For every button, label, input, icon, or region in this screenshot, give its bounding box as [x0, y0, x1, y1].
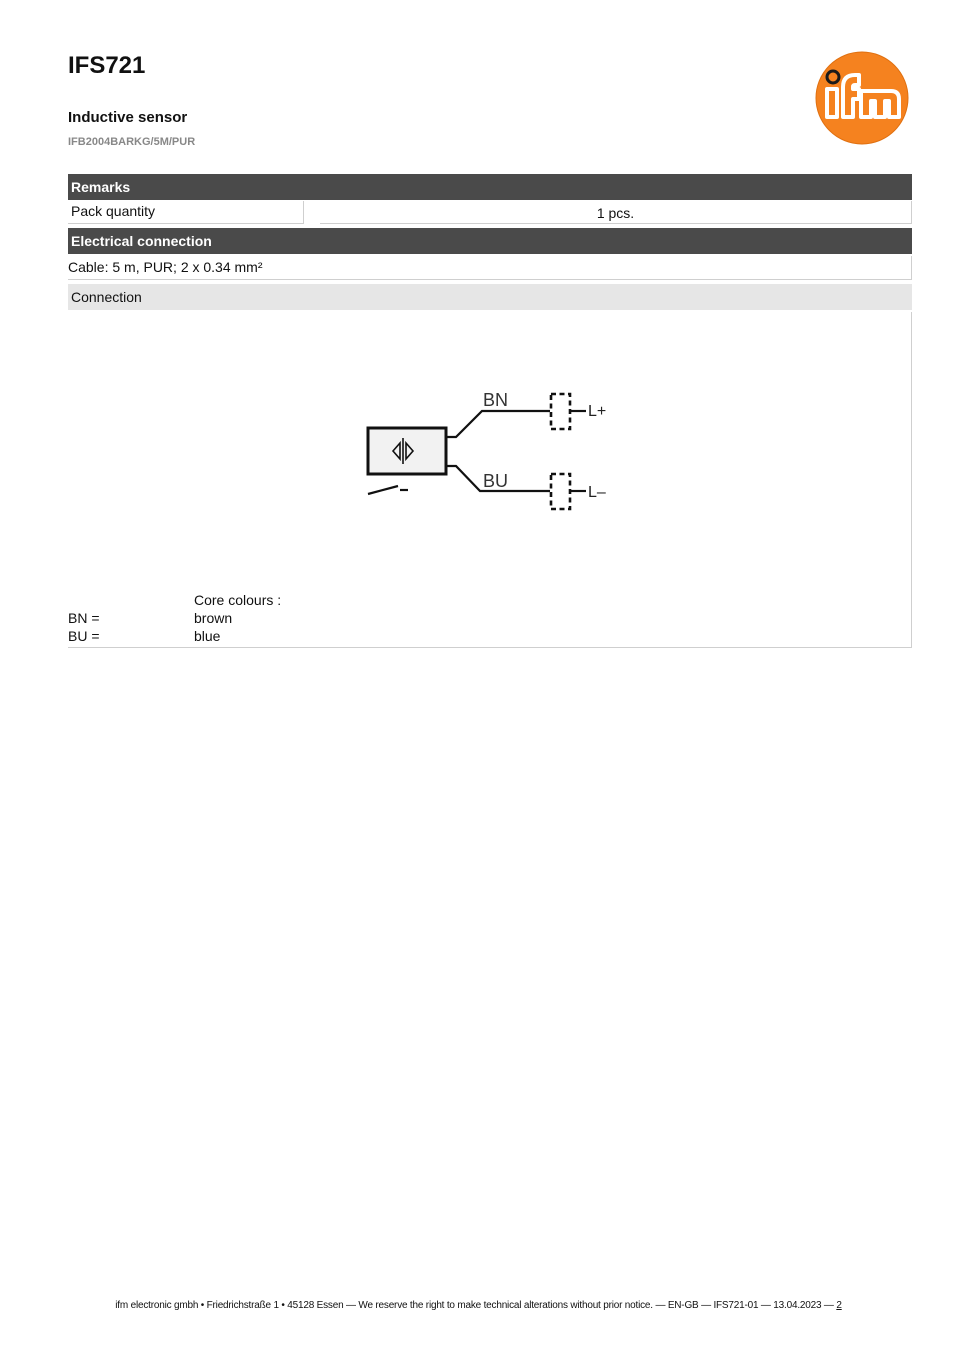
- terminal-top: [551, 394, 570, 429]
- core-colour-bu: blue: [194, 628, 221, 644]
- core-code-bu: BU =: [68, 628, 100, 644]
- remarks-heading: Remarks: [68, 174, 912, 200]
- terminal-label-top: L+: [588, 403, 607, 420]
- part-number: IFB2004BARKG/5M/PUR: [68, 136, 196, 148]
- wire-bn: [446, 411, 550, 437]
- core-code-bn: BN =: [68, 610, 100, 626]
- wire-label-bn: BN: [483, 390, 509, 410]
- electrical-connection-heading: Electrical connection: [68, 228, 912, 254]
- core-colour-bn: brown: [194, 610, 233, 626]
- terminal-bottom: [551, 474, 570, 509]
- wiring-diagram: [360, 382, 620, 520]
- product-subtitle: Inductive sensor: [68, 109, 188, 126]
- terminal-label-bottom: L–: [588, 484, 606, 501]
- page-footer: [0, 1300, 957, 1311]
- footer-text: ifm electronic gmbh • Friedrichstraße 1 • 45128 Essen — We reserve the right to make technical alterations without prior notice. — EN-GB — IFS721-01 — 13.04.2023 —: [115, 1300, 834, 1311]
- switch-symbol-icon: [368, 486, 398, 494]
- pack-quantity-value: 1 pcs.: [320, 201, 912, 224]
- page-title: IFS721: [68, 52, 146, 79]
- cable-spec: Cable: 5 m, PUR; 2 x 0.34 mm²: [68, 256, 912, 280]
- sensor-body: [368, 428, 446, 474]
- footer-page-number: 2: [836, 1300, 842, 1311]
- ifm-logo: [815, 51, 909, 145]
- wire-label-bu: BU: [483, 471, 509, 491]
- connection-label: Connection: [68, 284, 912, 310]
- core-colours-heading: Core colours :: [194, 592, 282, 608]
- pack-quantity-label: Pack quantity: [68, 201, 304, 224]
